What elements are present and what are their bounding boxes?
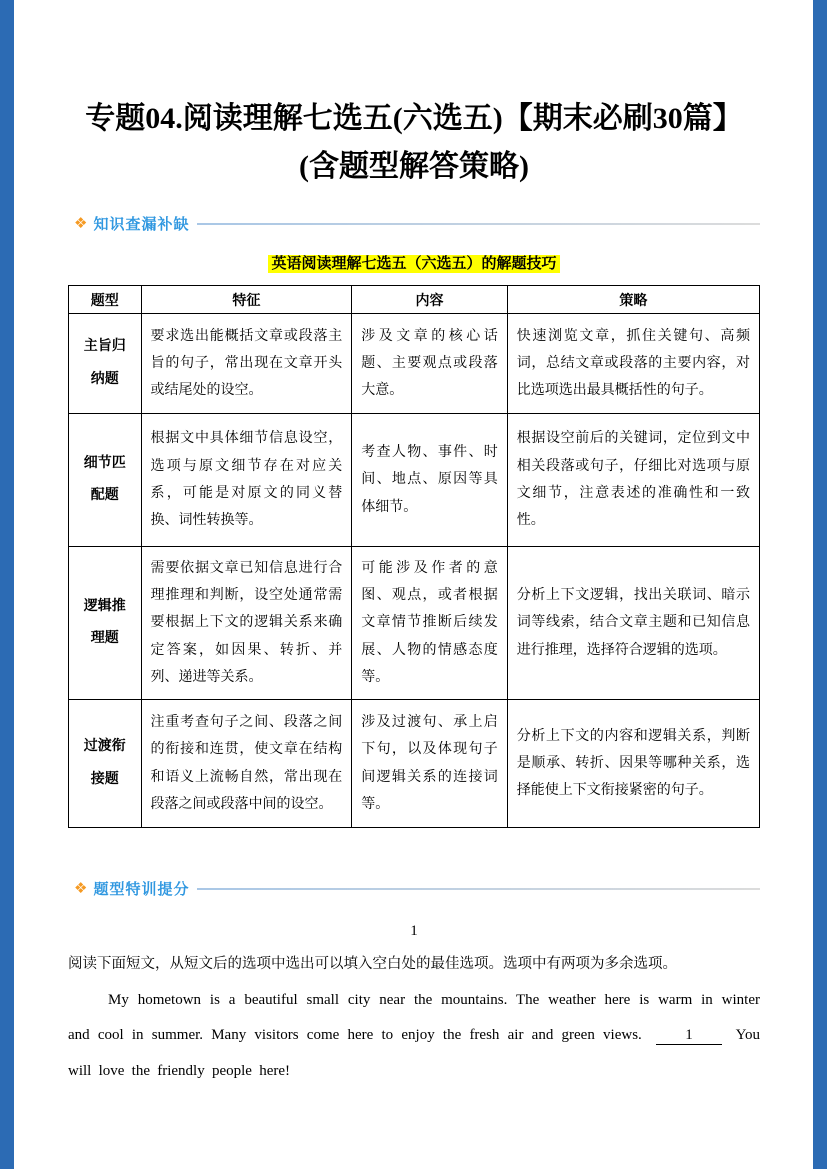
table-row bbox=[69, 547, 760, 700]
table-caption-highlight: 英语阅读理解七选五（六选五）的解题技巧 bbox=[268, 255, 559, 273]
table-header-type: 题型 bbox=[69, 286, 142, 314]
cell-content: 涉及过渡句、承上启下句，以及体现句子间逻辑关系的连接词等。 bbox=[352, 700, 507, 828]
question-types-table bbox=[68, 285, 760, 828]
blank-1 bbox=[656, 1027, 722, 1045]
blank-1-number: 1 bbox=[685, 1027, 693, 1044]
cell-content: 涉及文章的核心话题、主要观点或段落大意。 bbox=[352, 314, 507, 414]
exercise-number: 1 bbox=[410, 923, 418, 939]
page-right-border bbox=[813, 0, 827, 1169]
cell-strategy: 分析上下文逻辑，找出关联词、暗示词等线索，结合文章主题和已知信息进行推理，选择符合逻辑的选项。 bbox=[507, 547, 759, 700]
passage-text-2: You will love the friendly people here! bbox=[68, 1027, 761, 1079]
passage-paragraph bbox=[68, 983, 760, 1089]
table-row bbox=[69, 314, 760, 414]
section-divider-line bbox=[197, 223, 760, 225]
page-title-line2: (含题型解答策略) bbox=[299, 150, 529, 183]
cell-content: 考查人物、事件、时间、地点、原因等具体细节。 bbox=[352, 414, 507, 547]
table-header-row bbox=[69, 286, 760, 314]
section-knowledge-label: 知识查漏补缺 bbox=[93, 216, 190, 233]
table-caption bbox=[68, 252, 760, 273]
section-divider-line bbox=[197, 888, 760, 890]
cell-type: 过渡衔接题 bbox=[69, 700, 142, 828]
cell-feature: 根据文中具体细节信息设空，选项与原文细节存在对应关系，可能是对原文的同义替换、词性转换等。 bbox=[141, 414, 352, 547]
cell-feature: 要求选出能概括文章或段落主旨的句子，常出现在文章开头或结尾处的设空。 bbox=[141, 314, 352, 414]
cell-type: 主旨归纳题 bbox=[69, 314, 142, 414]
section-training-label: 题型特训提分 bbox=[93, 881, 190, 898]
section-training-header bbox=[74, 878, 760, 899]
cell-strategy: 分析上下文的内容和逻辑关系，判断是顺承、转折、因果等哪种关系，选择能使上下文衔接紧密的句子。 bbox=[507, 700, 759, 828]
page-left-border bbox=[0, 0, 14, 1169]
cell-feature: 注重考查句子之间、段落之间的衔接和连贯，使文章在结构和语义上流畅自然，常出现在段落之间或段落中间的设空。 bbox=[141, 700, 352, 828]
passage-text-1: My hometown is a beautiful small city near the mountains. The weather here is warm in winter and cool in summer. Many visitors come here to enjoy the fresh air and green views. bbox=[68, 992, 760, 1044]
section-knowledge-header bbox=[74, 213, 760, 234]
table-header-content: 内容 bbox=[352, 286, 507, 314]
table-row bbox=[69, 414, 760, 547]
page-title-line1: 专题04.阅读理解七选五(六选五)【期末必刷30篇】 bbox=[85, 102, 743, 135]
cell-feature: 需要依据文章已知信息进行合理推理和判断，设空处通常需要根据上下文的逻辑关系来确定答案，如因果、转折、并列、递进等关系。 bbox=[141, 547, 352, 700]
cell-type: 细节匹配题 bbox=[69, 414, 142, 547]
table-header-feature: 特征 bbox=[141, 286, 352, 314]
page-title bbox=[68, 95, 760, 191]
table-row bbox=[69, 700, 760, 828]
cell-content: 可能涉及作者的意图、观点，或者根据文章情节推断后续发展、人物的情感态度等。 bbox=[352, 547, 507, 700]
double-diamond-icon: ❖ bbox=[74, 880, 88, 897]
cell-type: 逻辑推理题 bbox=[69, 547, 142, 700]
table-header-strategy: 策略 bbox=[507, 286, 759, 314]
cell-strategy: 根据设空前后的关键词，定位到文中相关段落或句子，仔细比对选项与原文细节，注意表述的准确性和一致性。 bbox=[507, 414, 759, 547]
exercise-instruction: 阅读下面短文，从短文后的选项中选出可以填入空白处的最佳选项。选项中有两项为多余选项。 bbox=[68, 956, 677, 972]
double-diamond-icon: ❖ bbox=[74, 215, 88, 232]
cell-strategy: 快速浏览文章，抓住关键句、高频词，总结文章或段落的主要内容，对比选项选出最具概括性的句子。 bbox=[507, 314, 759, 414]
